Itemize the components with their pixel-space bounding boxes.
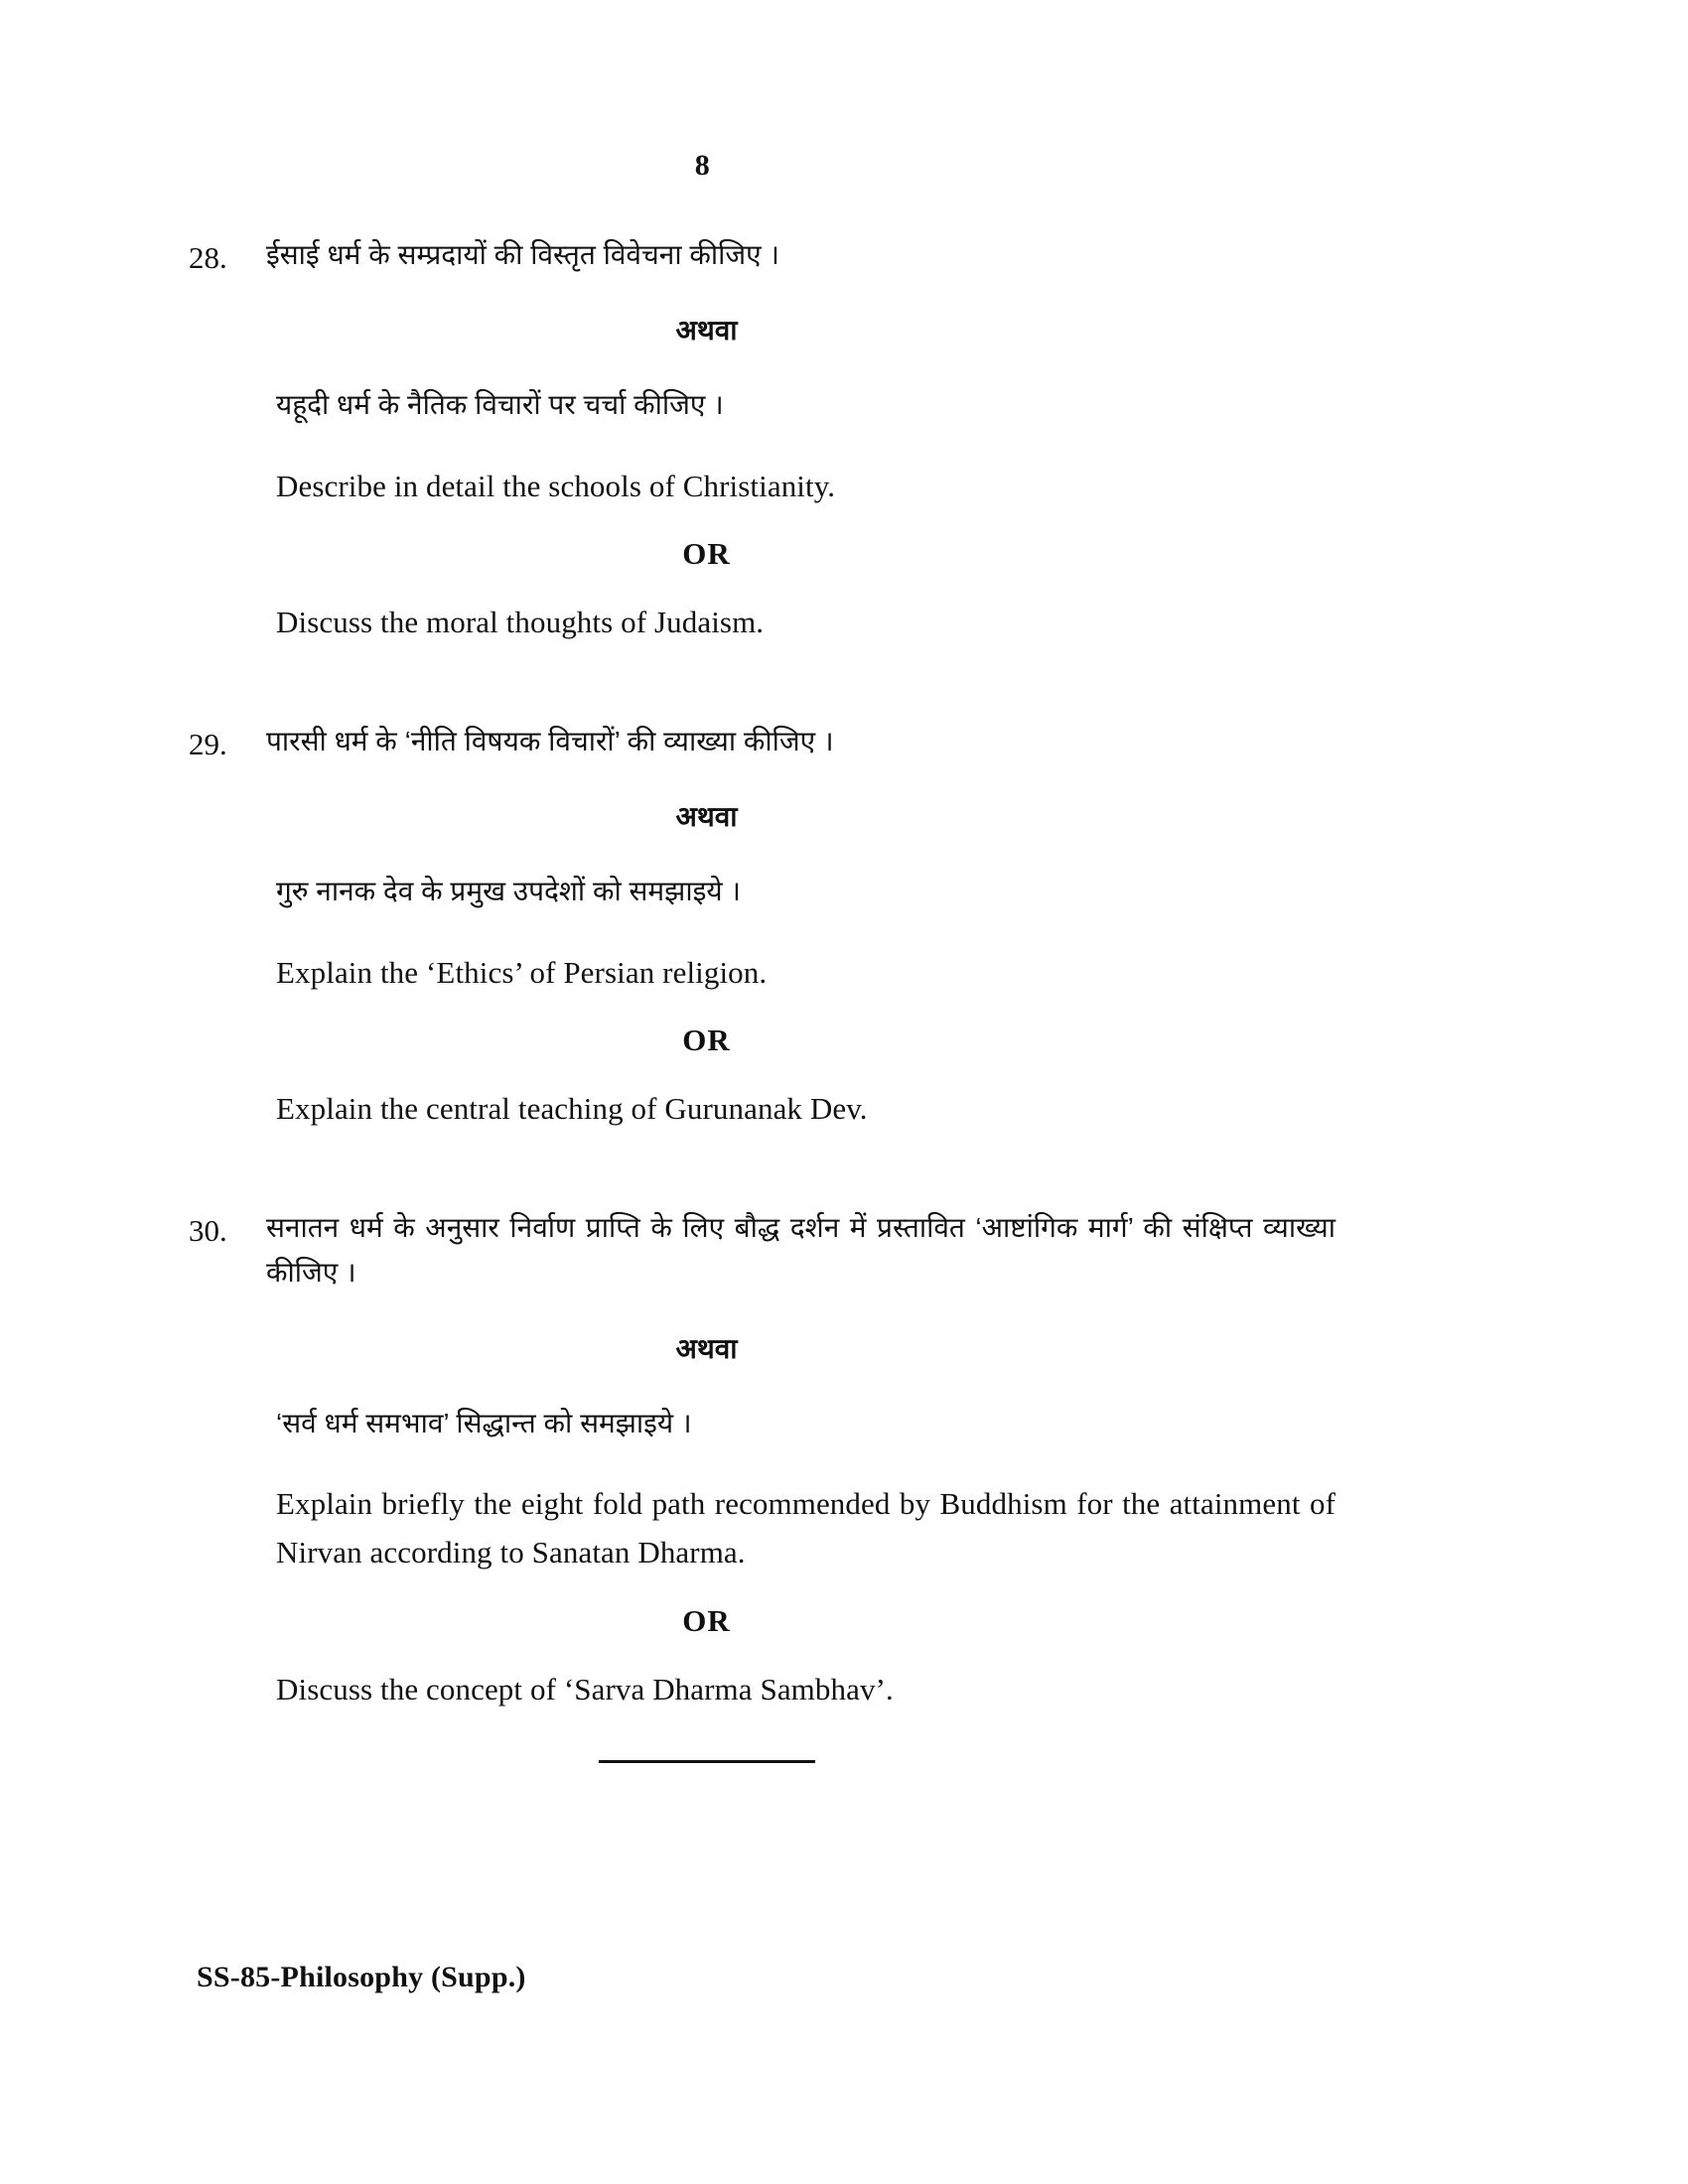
question-29-body	[266, 719, 1336, 1134]
question-29-english-primary: Explain the ‘Ethics’ of Persian religion.	[276, 954, 768, 990]
question-30-hindi-primary: सनातन धर्म के अनुसार निर्वाण प्राप्ति के लिए बौद्ध दर्शन में प्रस्तावित ‘आष्टांगिक मार्ग’ की संक्षिप्त व्याख्या कीजिए ।	[266, 1211, 1336, 1289]
question-number-29: 29.	[189, 726, 227, 761]
question-30-or-label: OR	[682, 1603, 731, 1639]
spacer	[266, 277, 1336, 311]
spacer	[266, 572, 1336, 598]
spacer	[266, 997, 1336, 1023]
question-29-alt-label: अथवा	[675, 801, 738, 833]
spacer	[266, 835, 1336, 869]
question-28-hindi-primary: ईसाई धर्म के सम्प्रदायों की विस्तृत विवेचना कीजिए ।	[266, 239, 780, 270]
spacer	[266, 348, 1336, 382]
page-content	[189, 149, 1336, 1835]
page-number: 8	[694, 149, 711, 182]
spacer	[266, 914, 1336, 948]
question-29-primary-row	[189, 719, 1336, 1134]
spacer	[266, 428, 1336, 462]
question-28-or-label: OR	[682, 536, 731, 572]
question-28-alt-label: अथवा	[675, 315, 738, 346]
question-block-30	[189, 1205, 1336, 1763]
question-number-28: 28.	[189, 240, 227, 275]
spacer	[266, 1058, 1336, 1084]
question-block-28	[189, 232, 1336, 647]
spacer	[266, 1577, 1336, 1603]
spacer	[266, 1296, 1336, 1329]
footer-paper-code: SS-85-Philosophy (Supp.)	[197, 1961, 526, 1993]
section-end-divider-wrap	[266, 1760, 1336, 1763]
question-30-english-alternate: Discuss the concept of ‘Sarva Dharma Sambhav’.	[276, 1672, 894, 1707]
question-29-or-label: OR	[682, 1023, 731, 1058]
section-end-divider	[599, 1760, 815, 1763]
question-30-hindi-alternate: ‘सर्व धर्म समभाव’ सिद्धान्त को समझाइये ।	[276, 1407, 692, 1438]
question-number-30: 30.	[189, 1212, 227, 1248]
question-30-primary-row	[189, 1205, 1336, 1763]
spacer	[266, 1639, 1336, 1665]
question-29-hindi-primary: पारसी धर्म के ‘नीति विषयक विचारों’ की व्याख्या कीजिए ।	[266, 725, 834, 756]
question-29-hindi-alternate: गुरु नानक देव के प्रमुख उपदेशों को समझाइये ।	[276, 876, 741, 907]
question-30-alt-label: अथवा	[675, 1332, 738, 1364]
spacer	[266, 1367, 1336, 1401]
question-28-english-alternate: Discuss the moral thoughts of Judaism.	[276, 605, 765, 640]
question-block-29	[189, 719, 1336, 1134]
question-30-english-primary: Explain briefly the eight fold path recommended by Buddhism for the attainment of Nirvan according to Sanatan Dharma.	[276, 1485, 1336, 1570]
spacer	[266, 1445, 1336, 1479]
spacer	[266, 763, 1336, 797]
question-28-body	[266, 232, 1336, 647]
question-28-hindi-alternate: यहूदी धर्म के नैतिक विचारों पर चर्चा कीजिए ।	[276, 389, 724, 421]
question-28-primary-row	[189, 232, 1336, 647]
spacer	[266, 510, 1336, 536]
question-29-english-alternate: Explain the central teaching of Gurunanak Dev.	[276, 1091, 868, 1127]
question-28-english-primary: Describe in detail the schools of Christianity.	[276, 468, 836, 503]
question-30-body	[266, 1205, 1336, 1763]
